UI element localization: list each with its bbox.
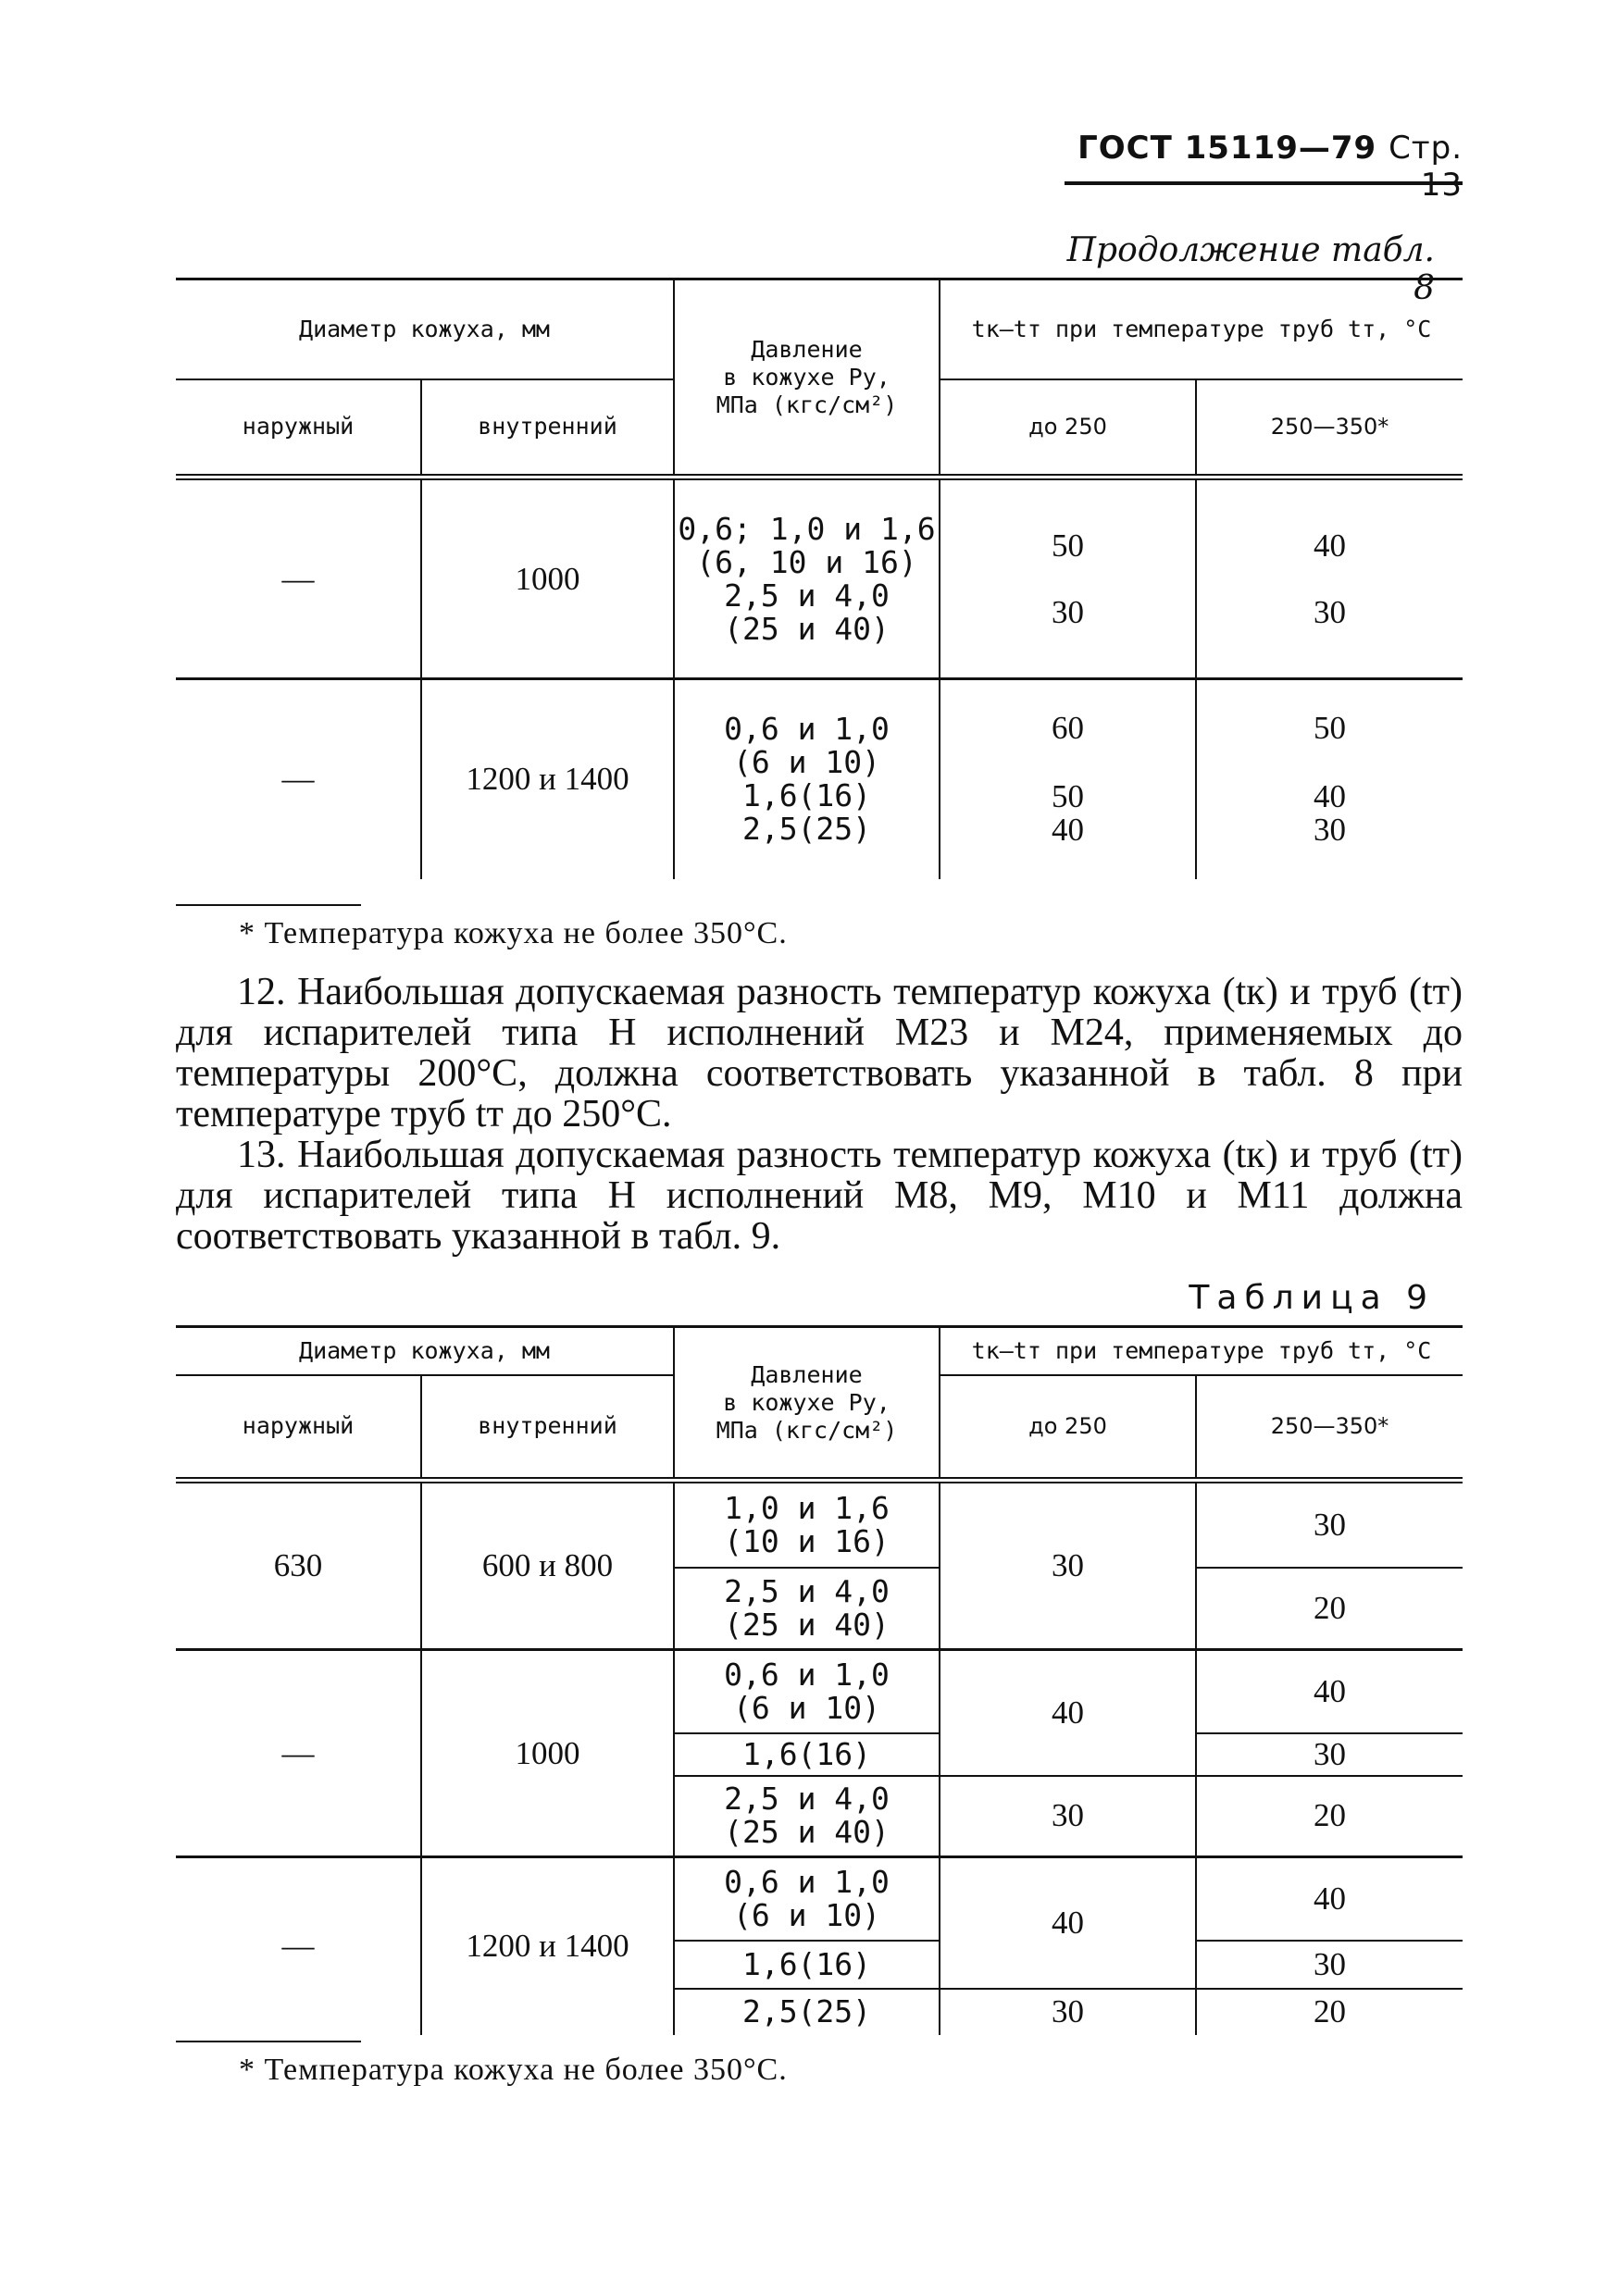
- cell-range: 40 30: [1196, 478, 1463, 679]
- cell-pressure: 0,6 и 1,0 (6 и 10) 1,6(16) 2,5(25): [674, 679, 940, 879]
- cell-range: 40: [1196, 1857, 1463, 1941]
- cell-upto: 60 50 40: [940, 679, 1196, 879]
- header-inner: внутренний: [421, 1375, 674, 1481]
- header-upto-250: до 250: [940, 379, 1196, 478]
- body-text: [176, 972, 1463, 1257]
- footnote-rule: [176, 2041, 361, 2042]
- header-diameter: Диаметр кожуха, мм: [176, 1327, 674, 1375]
- footnote: * Температура кожуха не более 350°С.: [239, 2053, 788, 2087]
- table-9-caption: Таблица 9: [1189, 1279, 1435, 1317]
- table-8: [176, 278, 1463, 879]
- page-header: [1065, 130, 1463, 204]
- cell-pressure: 0,6 и 1,0 (6 и 10): [674, 1650, 940, 1733]
- header-inner: внутренний: [421, 379, 674, 478]
- header-delta-t: tк—tт при температуре труб tт, °С: [940, 1327, 1463, 1375]
- header-250-350: 250—350*: [1196, 379, 1463, 478]
- cell-inner: 1000: [421, 478, 674, 679]
- table-row: [176, 478, 1463, 679]
- cell-pressure: 1,6(16): [674, 1733, 940, 1776]
- header-pressure: Давление в кожухе Pу, МПа (кгс/см²): [674, 1327, 940, 1481]
- cell-range: 20: [1196, 1776, 1463, 1857]
- footnote-rule: [176, 904, 361, 906]
- cell-pressure: 2,5 и 4,0 (25 и 40): [674, 1568, 940, 1650]
- cell-outer: —: [176, 1857, 421, 2035]
- cell-range: 30: [1196, 1481, 1463, 1568]
- cell-range: 40: [1196, 1650, 1463, 1733]
- cell-upto: 30: [940, 1989, 1196, 2035]
- cell-upto: 40: [940, 1857, 1196, 1989]
- cell-range: 50 40 30: [1196, 679, 1463, 879]
- cell-range: 20: [1196, 1568, 1463, 1650]
- header-diameter: Диаметр кожуха, мм: [176, 279, 674, 379]
- table-continuation-label: Продолжение табл. 8: [1066, 231, 1435, 307]
- header-250-350: 250—350*: [1196, 1375, 1463, 1481]
- header-pressure: Давление в кожухе Pу, МПа (кгс/см²): [674, 279, 940, 478]
- cell-pressure: 2,5 и 4,0 (25 и 40): [674, 1776, 940, 1857]
- cell-pressure: 0,6 и 1,0 (6 и 10): [674, 1857, 940, 1941]
- cell-inner: 600 и 800: [421, 1481, 674, 1650]
- cell-pressure: 2,5(25): [674, 1989, 940, 2035]
- header-delta-t: tк—tт при температуре труб tт, °С: [940, 279, 1463, 379]
- cell-inner: 1200 и 1400: [421, 679, 674, 879]
- footnote: * Температура кожуха не более 350°С.: [239, 916, 788, 950]
- cell-upto: 30: [940, 1776, 1196, 1857]
- header-upto-250: до 250: [940, 1375, 1196, 1481]
- cell-upto: 40: [940, 1650, 1196, 1776]
- cell-inner: 1000: [421, 1650, 674, 1857]
- cell-range: 30: [1196, 1941, 1463, 1989]
- page-number: Стр. 13: [1389, 130, 1463, 204]
- header-outer: наружный: [242, 1412, 355, 1440]
- cell-inner: 1200 и 1400: [421, 1857, 674, 2035]
- cell-upto: 50 30: [940, 478, 1196, 679]
- table-9: [176, 1325, 1463, 2035]
- cell-upto: 30: [940, 1481, 1196, 1650]
- cell-outer: 630: [176, 1481, 421, 1650]
- paragraph-12: 12. Наибольшая допускаемая разность температур кожуха (tк) и труб (tт) для испарителей типа Н исполнений М23 и М24, применяемых до температуры 200°С, должна соответствовать указанной в табл. 8 при температуре труб tт до 250°С.: [176, 971, 1463, 1136]
- header-rule: [1065, 181, 1463, 185]
- table-row: [176, 679, 1463, 879]
- paragraph-13: 13. Наибольшая допускаемая разность температур кожуха (tк) и труб (tт) для испарителей типа Н исполнений М8, М9, М10 и М11 должна соответствовать указанной в табл. 9.: [176, 1134, 1463, 1258]
- doc-number: ГОСТ 15119—79: [1077, 130, 1377, 167]
- cell-outer: —: [176, 478, 421, 679]
- table-row: [176, 1650, 1463, 1733]
- table-row: [176, 1481, 1463, 1568]
- cell-pressure: 0,6; 1,0 и 1,6 (6, 10 и 16) 2,5 и 4,0 (25 и 40): [674, 478, 940, 679]
- cell-range: 30: [1196, 1733, 1463, 1776]
- cell-outer: —: [176, 1650, 421, 1857]
- cell-pressure: 1,0 и 1,6 (10 и 16): [674, 1481, 940, 1568]
- cell-pressure: 1,6(16): [674, 1941, 940, 1989]
- table-row: [176, 1857, 1463, 1941]
- cell-range: 20: [1196, 1989, 1463, 2035]
- header-outer: наружный: [242, 413, 355, 441]
- cell-outer: —: [176, 679, 421, 879]
